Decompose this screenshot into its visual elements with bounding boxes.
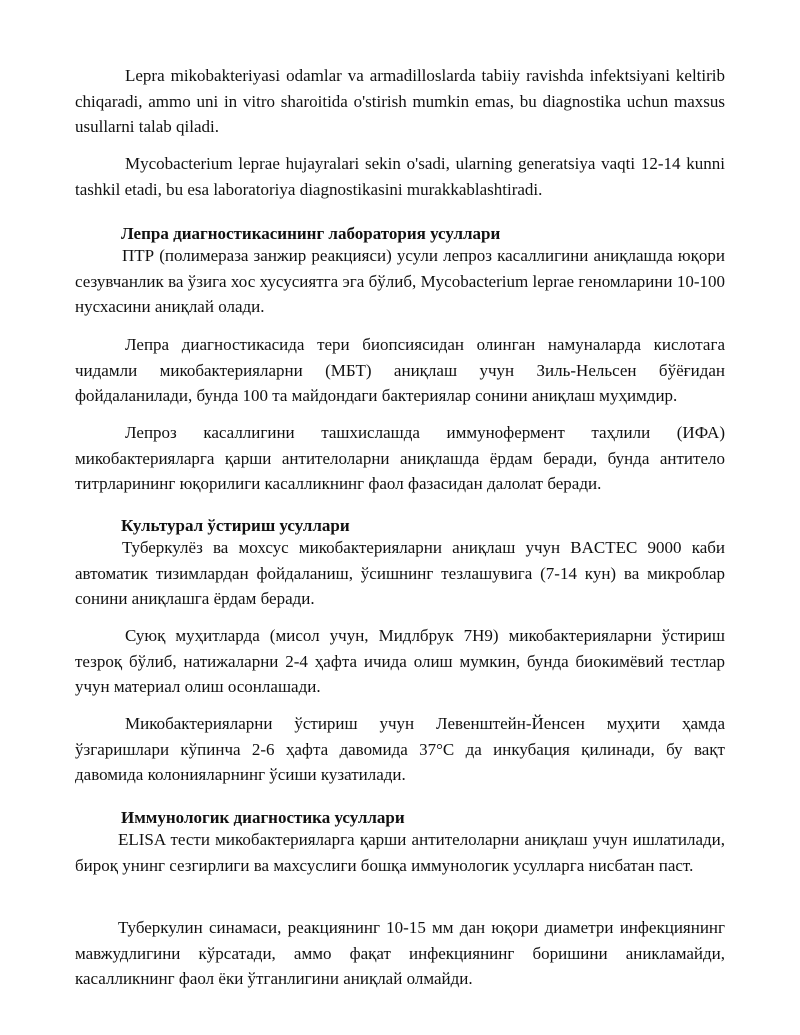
paragraph-lowenstein-jensen: Микобактерияларни ўстириш учун Левенштейн-Йенсен муҳити ҳамда ўзгаришлари кўпинча 2-6 ҳафта давомида 37°C да инкубация қилинади, бу вақт давомида колонияларнинг ўсиши кузатилади. [75,714,725,784]
paragraph-mycobacterium-growth: Mycobacterium leprae hujayralari sekin o'sadi, ularning generatsiya vaqti 12-14 kunni tashkil etadi, bu esa laboratoriya diagnostikasini murakkablashtiradi. [75,154,725,199]
paragraph-tuberculin-test: Туберкулин синамаси, реакциянинг 10-15 мм дан юқори диаметри инфекциянинг мавжудлигини кўрсатади, аммо фақат инфекциянинг боришини аникламайди, касалликнинг фаол ёки ўтганлигини аниқлай олмайди. [75,918,725,988]
paragraph-lepra-intro: Lepra mikobakteriyasi odamlar va armadilloslarda tabiiy ravishda infektsiyani keltirib chiqaradi, ammo uni in vitro sharoitida o'stirish mumkin emas, bu diagnostika uchun maxsus usullarni talab qiladi. [75,66,725,136]
heading-immunological-methods: Иммунологик диагностика усуллари [121,808,405,827]
heading-lab-methods: Лепра диагностикасининг лаборатория усуллари [121,224,501,243]
heading-culture-methods: Культурал ўстириш усуллари [121,516,350,535]
paragraph-ptr-method: ПТР (полимераза занжир реакцияси) усули лепроз касаллигини аниқлашда юқори сезувчанлик ва ўзига хос хусусиятга эга бўлиб, Mycobacterium leprae геномларини 10-100 нусхасини аниқлай олади. [75,246,725,316]
paragraph-ifa-analysis: Лепроз касаллигини ташхислашда иммунофермент таҳлили (ИФА) микобактерияларга қарши антителоларни аниқлашда ёрдам беради, бунда антитело титрларининг юқорилиги касалликнинг фаол фазасидан далолат беради. [75,423,725,493]
paragraph-bactec-system: Туберкулёз ва мохсус микобактерияларни аниқлаш учун BACTEC 9000 каби автоматик тизимлардан фойдаланиш, ўсишнинг тезлашувига (7-14 кун) ва микроблар сонини аниқлашга ёрдам беради. [75,538,725,608]
paragraph-liquid-media: Суюқ муҳитларда (мисол учун, Мидлбрук 7H9) микобактерияларни ўстириш тезроқ бўлиб, натижаларни 2-4 ҳафта ичида олиш мумкин, бунда биокимёвий тестлар учун материал олиш осонлашади. [75,626,725,696]
paragraph-skin-biopsy: Лепра диагностикасида тери биопсиясидан олинган намуналарда кислотага чидамли микобактерияларни (МБТ) аниқлаш учун Зиль-Нельсен бўёғидан фойдаланилади, бунда 100 та майдондаги бактериялар сонини аниқлаш муҳимдир. [75,335,725,405]
paragraph-elisa-test: ELISA тести микобактерияларга қарши антителоларни аниқлаш учун ишлатилади, бироқ унинг сезгирлиги ва махсуслиги бошқа иммунологик усулларга нисбатан паст. [75,830,725,875]
